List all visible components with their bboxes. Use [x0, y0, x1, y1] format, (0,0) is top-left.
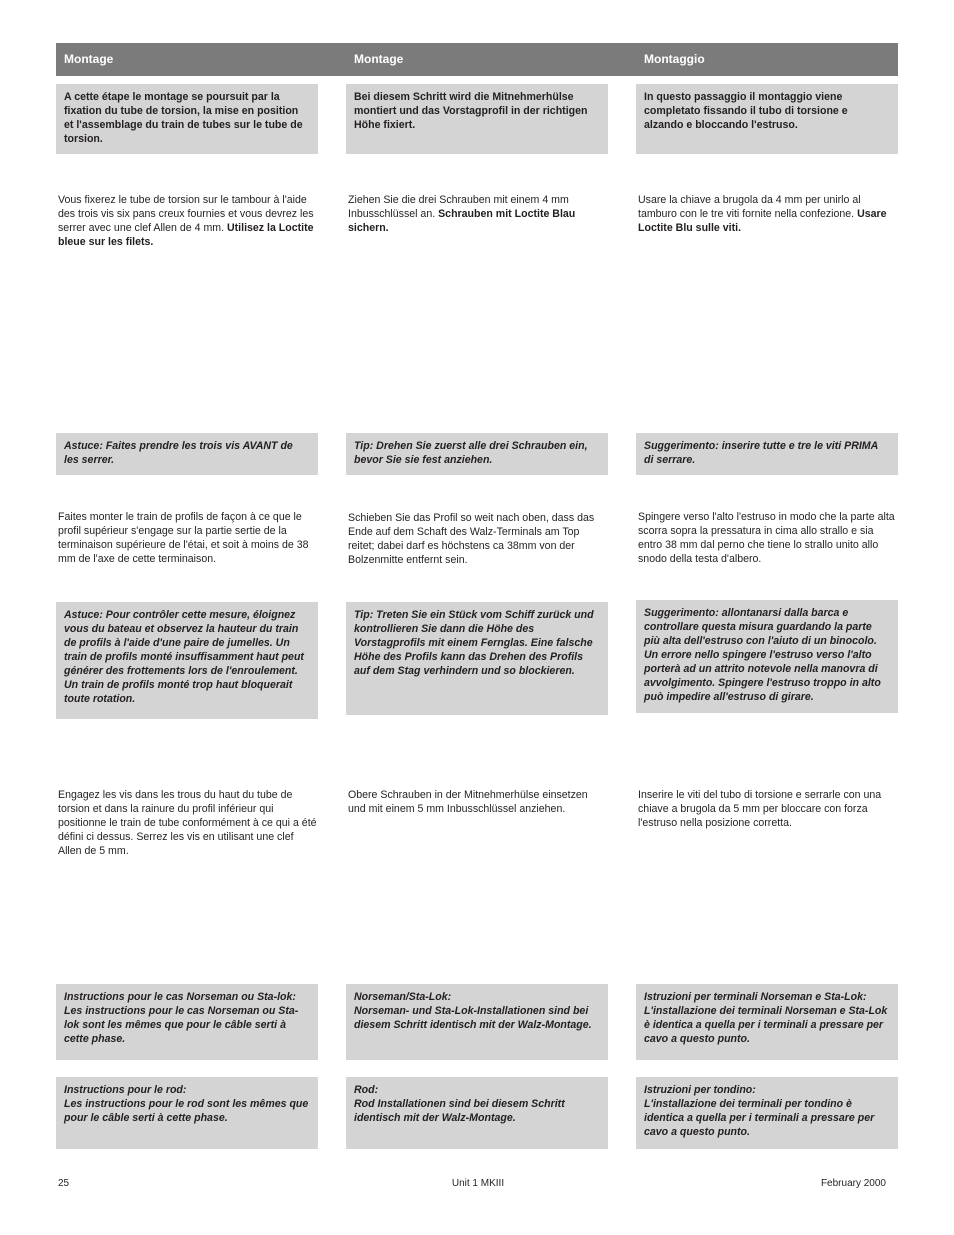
step2-text-french: Faites monter le train de profils de façon à ce que le profil supérieur s'engage sur la partie sertie de la terminaison supérieure de l'étai, et soit à moins de 38 mm de l'axe de cette terminaison.: [58, 511, 309, 565]
rod-box-german: [346, 1077, 608, 1149]
tip1-box-german: Tip: Drehen Sie zuerst alle drei Schrauben ein, bevor Sie sie fest anziehen.: [346, 433, 608, 475]
tip2-box-italian: Suggerimento: allontanarsi dalla barca e controllare questa misura guardando la parte più alta dell'estruso con l'aiuto di un binocolo. Un errore nello spingere l'estruso verso l'alto porterà ad un attrito notevole nella manovra di avvolgimento. Spingere l'estruso troppo in alto può impedire all'estruso di girare.: [636, 600, 898, 713]
intro-box-italian: In questo passaggio il montaggio viene completato fissando il tubo di torsione e alzando e bloccando l'estruso.: [636, 84, 898, 154]
page-number: 25: [58, 1178, 70, 1189]
header-french: Montage: [56, 43, 346, 76]
rod-title: Rod:: [354, 1084, 379, 1096]
tip1-box-italian: Suggerimento: inserire tutte e tre le viti PRIMA di serrare.: [636, 433, 898, 475]
tip1-box-french: Astuce: Faites prendre les trois vis AVANT de les serrer.: [56, 433, 318, 475]
step3-text-french: Engagez les vis dans les trous du haut du tube de torsion et dans la rainure du profil inférieur qui positionne le train de tube conformément à ce qui a été défini ci dessus. Serrez les vis en utilisant une clef Allen de 5 mm.: [58, 789, 317, 857]
norseman-body: Norseman- und Sta-Lok-Installationen sind bei diesem Schritt identisch mit der Walz-Montage.: [354, 1005, 592, 1031]
step1-bold: Usare Loctite Blu sulle viti.: [638, 208, 887, 234]
step1-text-italian: [636, 193, 898, 235]
footer-unit: Unit 1 MKIII: [451, 1178, 505, 1189]
step3-text-german: Obere Schrauben in der Mitnehmerhülse einsetzen und mit einem 5 mm Inbusschlüssel anziehen.: [348, 789, 588, 815]
norseman-box-german: [346, 984, 608, 1060]
step1-bold: Schrauben mit Loctite Blau sichern.: [348, 208, 576, 234]
norseman-title: Instructions pour le cas Norseman ou Sta-lok:: [64, 991, 296, 1003]
step1-bold: Utilisez la Loctite bleue sur les filets.: [58, 222, 314, 248]
rod-title: Istruzioni per tondino:: [644, 1084, 756, 1096]
header-german: Montage: [346, 43, 636, 76]
norseman-box-french: [56, 984, 318, 1060]
rod-body: Rod Installationen sind bei diesem Schritt identisch mit der Walz-Montage.: [354, 1098, 565, 1124]
tip2-box-german: Tip: Treten Sie ein Stück vom Schiff zurück und kontrollieren Sie dann die Höhe des Vorstagprofils mit einem Fernglas. Eine falsche Höhe des Profils kann das Drehen des Profils auf dem Stag verhindern und so blockieren.: [346, 602, 608, 715]
norseman-body: Les instructions pour le cas Norseman ou Sta-lok sont les mêmes que pour le câble serti à cette phase.: [64, 1005, 299, 1045]
tip2-box-french: Astuce: Pour contrôler cette mesure, éloignez vous du bateau et observez la hauteur du train de profils à l'aide d'une paire de jumelles. Un train de profils monté insuffisamment haut peut générer des frottements lors de l'enroulement. Un train de profils monté trop haut bloquerait toute rotation.: [56, 602, 318, 719]
step2-text-german: Schieben Sie das Profil so weit nach oben, dass das Ende auf dem Schaft des Walz-Terminals am Top reitet; dabei darf es höchstens ca 38mm von der Bolzenmitte entfernt sein.: [348, 512, 595, 566]
header-italian: Montaggio: [636, 43, 898, 76]
norseman-box-italian: [636, 984, 898, 1060]
intro-box-french: A cette étape le montage se poursuit par la fixation du tube de torsion, la mise en position et l'assemblage du train de tubes sur le tube de torsion.: [56, 84, 318, 154]
rod-box-italian: [636, 1077, 898, 1149]
norseman-title: Istruzioni per terminali Norseman e Sta-Lok:: [644, 991, 867, 1003]
rod-box-french: [56, 1077, 318, 1149]
step1-normal: Vous fixerez le tube de torsion sur le tambour à l'aide des trois vis six pans creux fournies et vous devrez les serrer avec une clef Allen de 4 mm.: [58, 194, 314, 234]
step1-normal: Ziehen Sie die drei Schrauben mit einem 4 mm Inbusschlüssel an.: [348, 194, 569, 220]
step2-text-italian: Spingere verso l'alto l'estruso in modo che la parte alta scorra sopra la pressatura in cima allo strallo e sia entro 38 mm dal perno che tiene lo strallo unito allo snodo della testa d'albero.: [638, 511, 895, 565]
step1-text-german: [346, 193, 608, 235]
footer-date: February 2000: [820, 1178, 886, 1189]
step1-normal: Usare la chiave a brugola da 4 mm per unirlo al tamburo con le tre viti fornite nella confezione.: [638, 194, 861, 220]
rod-body: Les instructions pour le rod sont les mêmes que pour le câble serti à cette phase.: [64, 1098, 309, 1124]
rod-title: Instructions pour le rod:: [64, 1084, 187, 1096]
rod-body: L'installazione dei terminali per tondino è identica a quella per i terminali a pressare per cavo a questo punto.: [644, 1098, 875, 1138]
step1-text-french: [56, 193, 318, 249]
norseman-body: L'installazione dei terminali Norseman e Sta-Lok è identica a quella per i terminali a pressare per cavo a questo punto.: [644, 1005, 888, 1045]
intro-box-german: Bei diesem Schritt wird die Mitnehmerhülse montiert und das Vorstagprofil in der richtigen Höhe fixiert.: [346, 84, 608, 154]
step3-text-italian: Inserire le viti del tubo di torsione e serrarle con una chiave a brugola da 5 mm per bloccare con forza l'estruso nella posizione corretta.: [638, 789, 882, 829]
norseman-title: Norseman/Sta-Lok:: [354, 991, 452, 1003]
